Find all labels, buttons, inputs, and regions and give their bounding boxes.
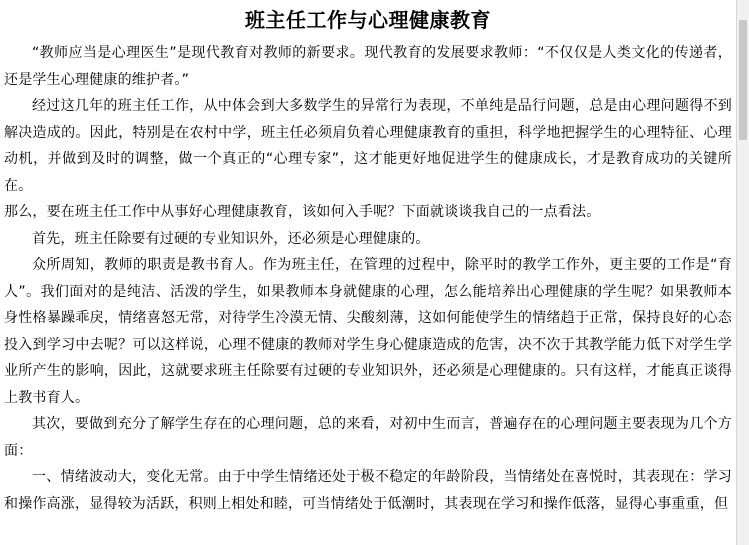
paragraph-second-point: 其次，要做到充分了解学生存在的心理问题，总的来看，对初中生而言，普遍存在的心理问题主要表现为几个方面： — [4, 416, 732, 459]
paragraph-first-point: 首先，班主任除要有过硬的专业知识外，还必须是心理健康的。 — [32, 230, 430, 247]
document-title: 班主任工作与心理健康教育 — [245, 8, 491, 32]
paragraph-experience: 经过这几年的班主任工作，从中体会到大多数学生的异常行为表现，不单纯是品行问题，总是由心理问题得不到解决造成的。因此，特别是在农村中学，班主任必须肩负着心理健康教育的重担，科学地把握学生的心理特征、心理动机，并做到及时的调整，做一个真正的“心理专家”，这才能更好地促进学生的健康成长，才是教育成功的关键所在。 — [4, 98, 732, 194]
scrollbar-thumb[interactable] — [739, 20, 747, 140]
paragraph-emotion: 一、情绪波动大，变化无常。由于中学生情绪还处于极不稳定的年龄阶段，当情绪处在喜悦时，其表现在：学习和操作高涨，显得较为活跃，积则上相处和睦，可当情绪处于低潮时，其表现在学习和操作低落，显得心事重重，但 — [4, 469, 732, 512]
document-body — [4, 40, 732, 517]
vertical-scrollbar[interactable] — [736, 0, 749, 545]
paragraph-intro: “教师应当是心理医生”是现代教育对教师的新要求。现代教育的发展要求教师：“不仅仅是人类文化的传递者，还是学生心理健康的维护者。” — [4, 45, 732, 88]
paragraph-teacher-role: 众所周知，教师的职责是教书育人。作为班主任，在管理的过程中，除平时的教学工作外，更主要的工作是“育人”。我们面对的是纯洁、活泼的学生，如果教师本身就健康的心理，怎么能培养出心理健康的学生呢？如果教师本身性格暴躁乖戾，情绪喜怒无常，对待学生冷漠无情、尖酸刻薄，这如何能使学生的情绪趋于正常，保持良好的心态投入到学习中去呢？可以这样说，心理不健康的教师对学生身心健康造成的危害，决不次于其教学能力低下对学生学业所产生的影响，因此，这就要求班主任除要有过硬的专业知识外，还必须是心理健康的。只有这样，才能真正谈得上教书育人。 — [4, 257, 732, 406]
paragraph-question: 那么，要在班主任工作中从事好心理健康教育，该如何入手呢？下面就谈谈我自己的一点看法。 — [4, 204, 601, 220]
